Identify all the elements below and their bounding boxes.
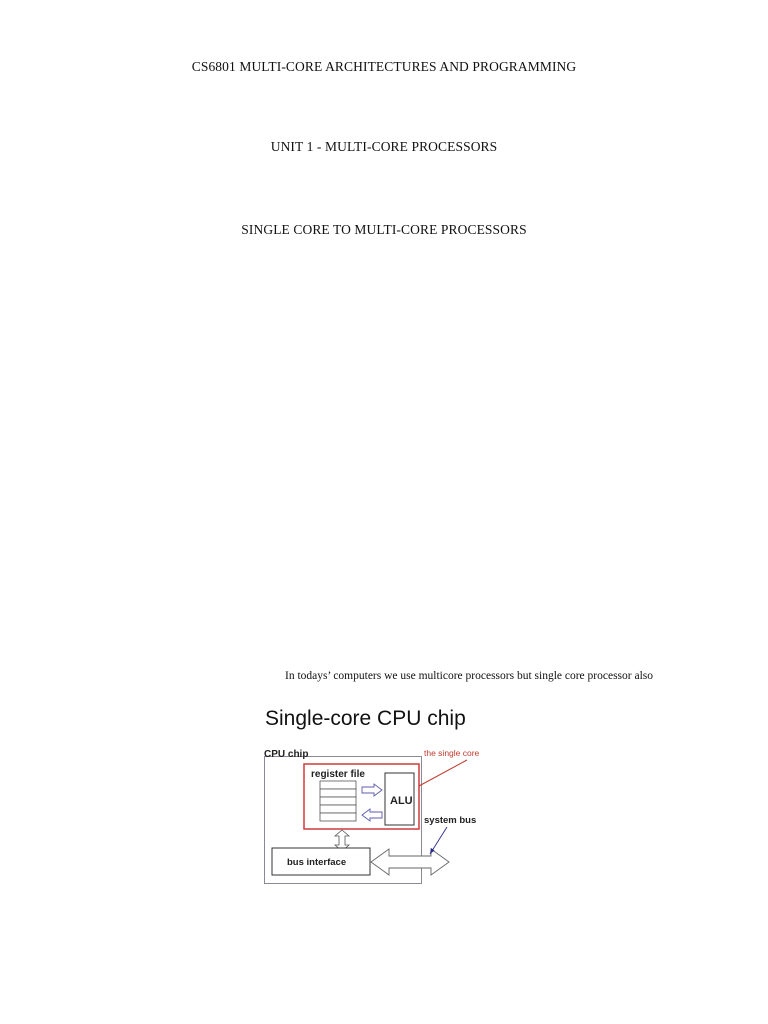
cpu-chip-label: CPU chip	[264, 749, 309, 760]
figure-title: Single-core CPU chip	[265, 707, 466, 730]
system-bus-label: system bus	[424, 815, 477, 826]
section-title: SINGLE CORE TO MULTI-CORE PROCESSORS	[241, 222, 527, 237]
register-file	[320, 781, 356, 821]
unit-title: UNIT 1 - MULTI-CORE PROCESSORS	[270, 139, 498, 154]
callout-line	[419, 760, 467, 786]
left-arrow-icon	[362, 809, 382, 821]
single-core-cpu-diagram	[262, 742, 522, 888]
single-core-callout: the single core	[424, 748, 480, 758]
system-bus-arrow-icon	[371, 849, 449, 875]
alu-label: ALU	[390, 795, 413, 807]
course-title: CS6801 MULTI-CORE ARCHITECTURES AND PROGRAMMING	[191, 59, 577, 74]
intro-paragraph: In todays’ computers we use multicore processors but single core processor also	[285, 670, 654, 682]
register-file-label: register file	[311, 769, 365, 780]
bus-interface-label: bus interface	[287, 857, 347, 868]
right-arrow-icon	[362, 784, 382, 796]
